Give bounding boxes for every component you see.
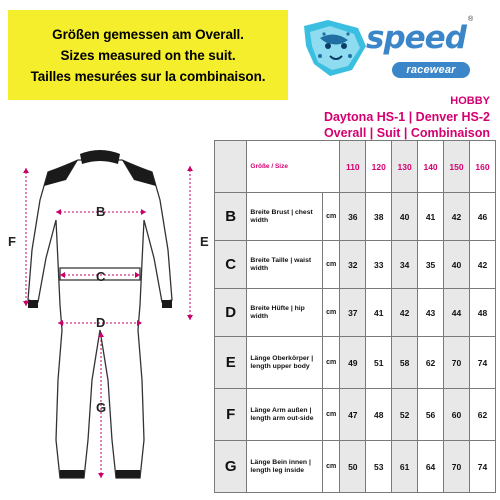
cell-value: 74 xyxy=(469,441,495,493)
row-unit: cm xyxy=(323,289,340,337)
cell-value: 61 xyxy=(392,441,418,493)
product-kind: Overall | Suit | Combinaison xyxy=(323,126,490,140)
size-160: 160 xyxy=(469,141,495,193)
cell-value: 64 xyxy=(418,441,444,493)
notice-line-en: Sizes measured on the suit. xyxy=(60,47,236,63)
label-d: D xyxy=(96,315,106,330)
row-description: Breite Taille | waist width xyxy=(247,241,323,289)
cell-value: 47 xyxy=(340,389,366,441)
product-category: HOBBY xyxy=(450,95,490,107)
size-150: 150 xyxy=(444,141,470,193)
cell-value: 37 xyxy=(340,289,366,337)
cell-value: 53 xyxy=(366,441,392,493)
cell-value: 41 xyxy=(366,289,392,337)
speed-racewear-logo xyxy=(300,14,490,84)
cell-value: 40 xyxy=(392,193,418,241)
cell-value: 70 xyxy=(444,441,470,493)
row-letter: G xyxy=(215,441,247,493)
suit-cuff-left xyxy=(28,300,38,308)
cell-value: 48 xyxy=(469,289,495,337)
size-140: 140 xyxy=(418,141,444,193)
row-letter: B xyxy=(215,193,247,241)
suit-measurement-diagram xyxy=(0,140,210,500)
cell-value: 41 xyxy=(418,193,444,241)
row-description: Breite Hüfte | hip width xyxy=(247,289,323,337)
label-f: F xyxy=(8,234,16,249)
label-c: C xyxy=(96,269,106,284)
cell-value: 49 xyxy=(340,337,366,389)
cell-value: 32 xyxy=(340,241,366,289)
cell-value: 42 xyxy=(469,241,495,289)
table-row xyxy=(215,193,496,241)
logo-wordmark: speed xyxy=(366,20,466,56)
notice-line-fr: Tailles mesurées sur la combinaison. xyxy=(30,68,266,84)
cell-value: 50 xyxy=(340,441,366,493)
table-row xyxy=(215,289,496,337)
cell-value: 40 xyxy=(444,241,470,289)
suit-ankle-left xyxy=(60,470,84,478)
cell-value: 38 xyxy=(366,193,392,241)
cell-value: 33 xyxy=(366,241,392,289)
row-letter: C xyxy=(215,241,247,289)
cell-value: 44 xyxy=(444,289,470,337)
table-row xyxy=(215,441,496,493)
cell-value: 42 xyxy=(444,193,470,241)
suit-ankle-right xyxy=(116,470,140,478)
row-unit: cm xyxy=(323,389,340,441)
trademark-mark: ® xyxy=(468,16,474,23)
size-notice-banner xyxy=(8,10,288,100)
row-description: Breite Brust | chest width xyxy=(247,193,323,241)
cell-value: 35 xyxy=(418,241,444,289)
table-row xyxy=(215,389,496,441)
cell-value: 43 xyxy=(418,289,444,337)
row-unit: cm xyxy=(323,441,340,493)
label-g: G xyxy=(96,400,107,415)
size-table xyxy=(214,140,496,493)
row-letter: E xyxy=(215,337,247,389)
notice-line-de: Größen gemessen am Overall. xyxy=(52,26,244,42)
cell-value: 42 xyxy=(392,289,418,337)
table-row xyxy=(215,241,496,289)
size-110: 110 xyxy=(340,141,366,193)
product-models: Daytona HS-1 | Denver HS-2 xyxy=(323,110,490,124)
suit-cuff-right xyxy=(162,300,172,308)
leopard-head-icon xyxy=(300,16,370,78)
header-size-label: Größe / Size xyxy=(247,141,340,193)
row-description: Länge Arm außen | length arm out-side xyxy=(247,389,323,441)
label-b: B xyxy=(96,204,106,219)
cell-value: 56 xyxy=(418,389,444,441)
cell-value: 51 xyxy=(366,337,392,389)
table-header-row xyxy=(215,141,496,193)
row-unit: cm xyxy=(323,241,340,289)
row-description: Länge Bein innen | length leg inside xyxy=(247,441,323,493)
cell-value: 62 xyxy=(469,389,495,441)
row-description: Länge Oberkörper | length upper body xyxy=(247,337,323,389)
cell-value: 58 xyxy=(392,337,418,389)
cell-value: 74 xyxy=(469,337,495,389)
cell-value: 46 xyxy=(469,193,495,241)
row-letter: F xyxy=(215,389,247,441)
size-120: 120 xyxy=(366,141,392,193)
cell-value: 48 xyxy=(366,389,392,441)
cell-value: 36 xyxy=(340,193,366,241)
row-letter: D xyxy=(215,289,247,337)
size-130: 130 xyxy=(392,141,418,193)
product-title-block xyxy=(324,93,490,141)
cell-value: 70 xyxy=(444,337,470,389)
table-row xyxy=(215,337,496,389)
row-unit: cm xyxy=(323,193,340,241)
logo-subline: racewear xyxy=(392,62,470,78)
label-e: E xyxy=(200,234,209,249)
cell-value: 52 xyxy=(392,389,418,441)
cell-value: 62 xyxy=(418,337,444,389)
cell-value: 60 xyxy=(444,389,470,441)
cell-value: 34 xyxy=(392,241,418,289)
row-unit: cm xyxy=(323,337,340,389)
